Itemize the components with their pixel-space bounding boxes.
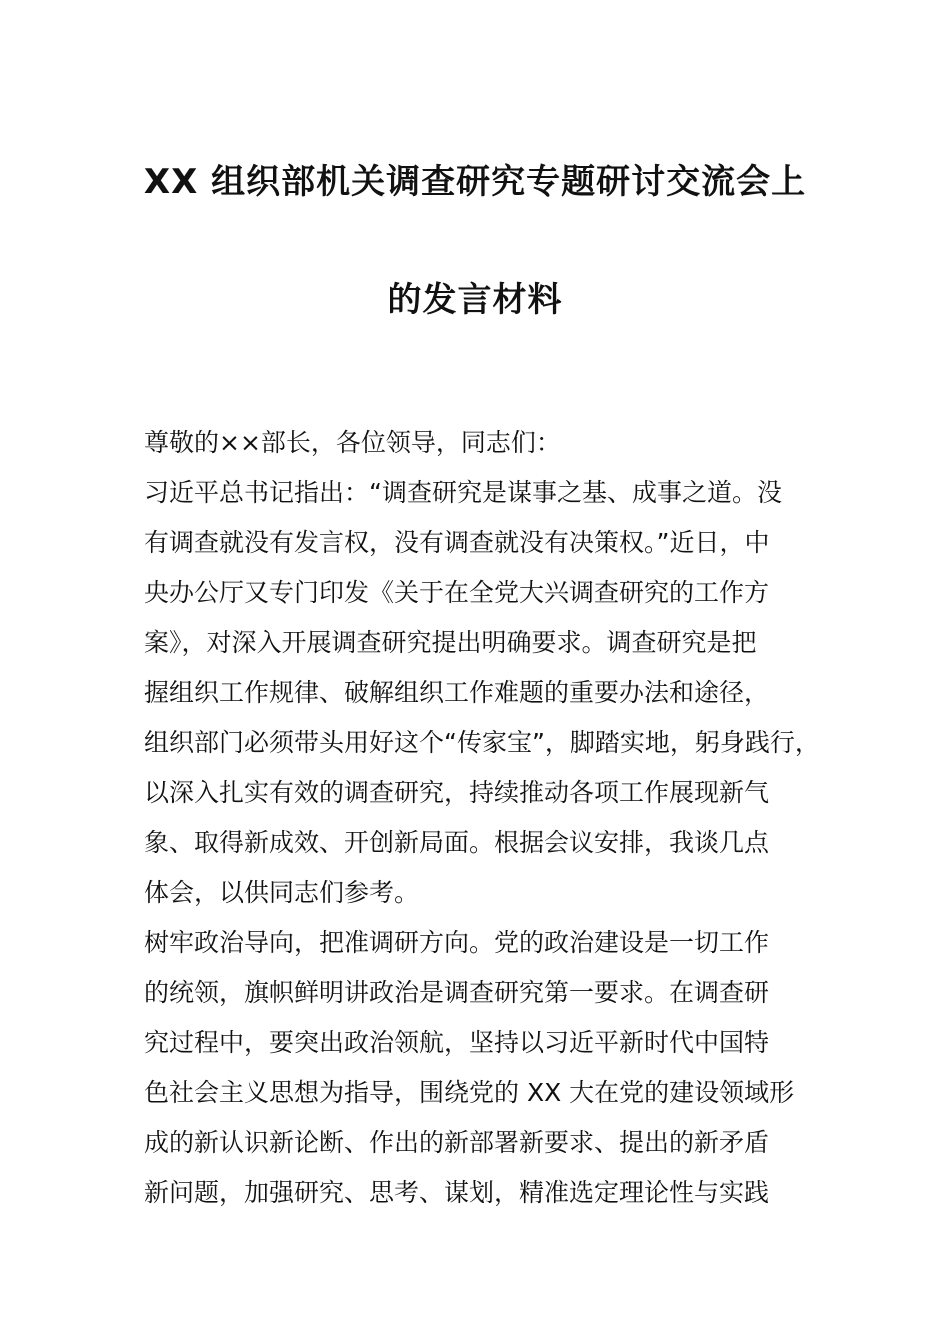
body-line: 习近平总书记指出：“调查研究是谋事之基、成事之道。没 [144, 478, 782, 507]
body-line: 象、取得新成效、开创新局面。根据会议安排，我谈几点 [144, 828, 770, 857]
body-line: 成的新认识新论断、作出的新部署新要求、提出的新矛盾 [144, 1128, 770, 1157]
body-line: 新问题，加强研究、思考、谋划，精准选定理论性与实践 [144, 1178, 770, 1207]
body-line: 央办公厅又专门印发《关于在全党大兴调查研究的工作方 [144, 578, 770, 607]
body-line: 组织部门必须带头用好这个“传家宝”，脚踏实地，躬身践行， [144, 728, 820, 757]
document-title-line-1: XX 组织部机关调查研究专题研讨交流会上 [143, 162, 807, 202]
body-line: 体会，以供同志们参考。 [144, 878, 420, 907]
body-line: 究过程中，要突出政治领航，坚持以习近平新时代中国特 [144, 1028, 770, 1057]
body-line: 树牢政治导向，把准调研方向。党的政治建设是一切工作 [144, 928, 770, 957]
body-line: 的统领，旗帜鲜明讲政治是调查研究第一要求。在调查研 [144, 978, 770, 1007]
body-line: 以深入扎实有效的调查研究，持续推动各项工作展现新气 [144, 778, 770, 807]
body-line: 尊敬的××部长，各位领导，同志们： [144, 428, 561, 457]
body-line: 色社会主义思想为指导，围绕党的 XX 大在党的建设领域形 [144, 1078, 795, 1107]
document-title-line-2: 的发言材料 [387, 280, 563, 320]
body-line: 案》，对深入开展调查研究提出明确要求。调查研究是把 [144, 628, 757, 657]
body-line: 有调查就没有发言权，没有调查就没有决策权。”近日，中 [144, 528, 770, 557]
body-line: 握组织工作规律、破解组织工作难题的重要办法和途径， [144, 678, 770, 707]
document-body [144, 418, 844, 1218]
